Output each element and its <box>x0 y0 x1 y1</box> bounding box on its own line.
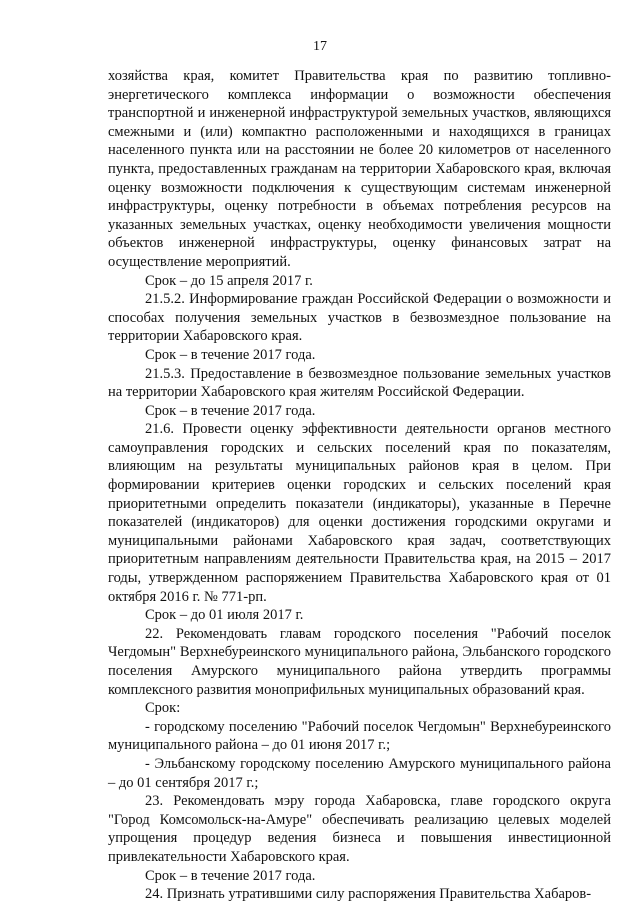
deadline-label: Срок: <box>145 700 181 717</box>
paragraph-21-5-3: 21.5.3. Предоставление в безвозмездное пользование земельных участков на территории Хабаровского края жителям Российской Федерации. <box>108 365 611 401</box>
deadline-line: Срок – в течение 2017 года. <box>145 346 316 363</box>
document-body <box>108 67 611 904</box>
paragraph-continuation: хозяйства края, комитет Правительства края по развитию топливно-энергетического комплекса информации о возможности обеспечения транспортной и инженерной инфраструктурой земельных участков, являющихся смежными и (или) компактно расположенными и находящихся в границах населенного пункта или на расстоянии не более 20 километров от населенного пункта, предоставленных гражданам на территории Хабаровского края, включая оценку возможности подключения к существующим системам инженерной инфраструктуры, оценку потребности в объемах потребления ресурсов на указанных земельных участках, оценку необходимости увеличения мощности объектов инженерной инфраструктуры, оценку финансовых затрат на осуществление мероприятий. <box>108 68 611 270</box>
paragraph-21-5-2: 21.5.2. Информирование граждан Российской Федерации о возможности и способах получения земельных участков в безвозмездное пользование на территории Хабаровского края. <box>108 291 611 345</box>
deadline-line: Срок – в течение 2017 года. <box>145 867 316 884</box>
paragraph-24: 24. Признать утратившими силу распоряжения Правительства Хабаров- <box>145 886 592 903</box>
deadline-line: Срок – в течение 2017 года. <box>145 402 316 419</box>
paragraph-22: 22. Рекомендовать главам городского поселения "Рабочий поселок Чегдомын" Верхнебуреинского муниципального района, Эльбанского городского поселения Амурского муниципального района утвердить программы комплексного развития моноприфильных муниципальных образований края. <box>108 625 611 698</box>
page-number: 17 <box>313 39 327 54</box>
deadline-item: - городскому поселению "Рабочий поселок Чегдомын" Верхнебуреинского муниципального района – до 01 июня 2017 г.; <box>108 718 611 754</box>
paragraph-21-6: 21.6. Провести оценку эффективности деятельности органов местного самоуправления городских и сельских поселений края по показателям, влияющим на результаты муниципальных районов края в целом. При формировании критериев оценки городских и сельских поселений края приоритетными определить показатели (индикаторы), указанные в Перечне показателей (индикаторов) для оценки достижения городскими округами и муниципальными районами Хабаровского края задач, соответствующих приоритетным направлениям деятельности Правительства края, на 2015 – 2017 годы, утвержденном распоряжением Правительства Хабаровского края от 01 октября 2016 г. № 771-рп. <box>108 421 611 605</box>
paragraph-23: 23. Рекомендовать мэру города Хабаровска, главе городского округа "Город Комсомольск-на-Амуре" обеспечивать реализацию целевых моделей упрощения процедур ведения бизнеса и повышения инвестиционной привлекательности Хабаровского края. <box>108 793 611 865</box>
deadline-line: Срок – до 15 апреля 2017 г. <box>145 272 313 289</box>
deadline-line: Срок – до 01 июля 2017 г. <box>145 607 304 624</box>
deadline-item: - Эльбанскому городскому поселению Амурского муниципального района – до 01 сентября 2017 г.; <box>108 755 611 791</box>
